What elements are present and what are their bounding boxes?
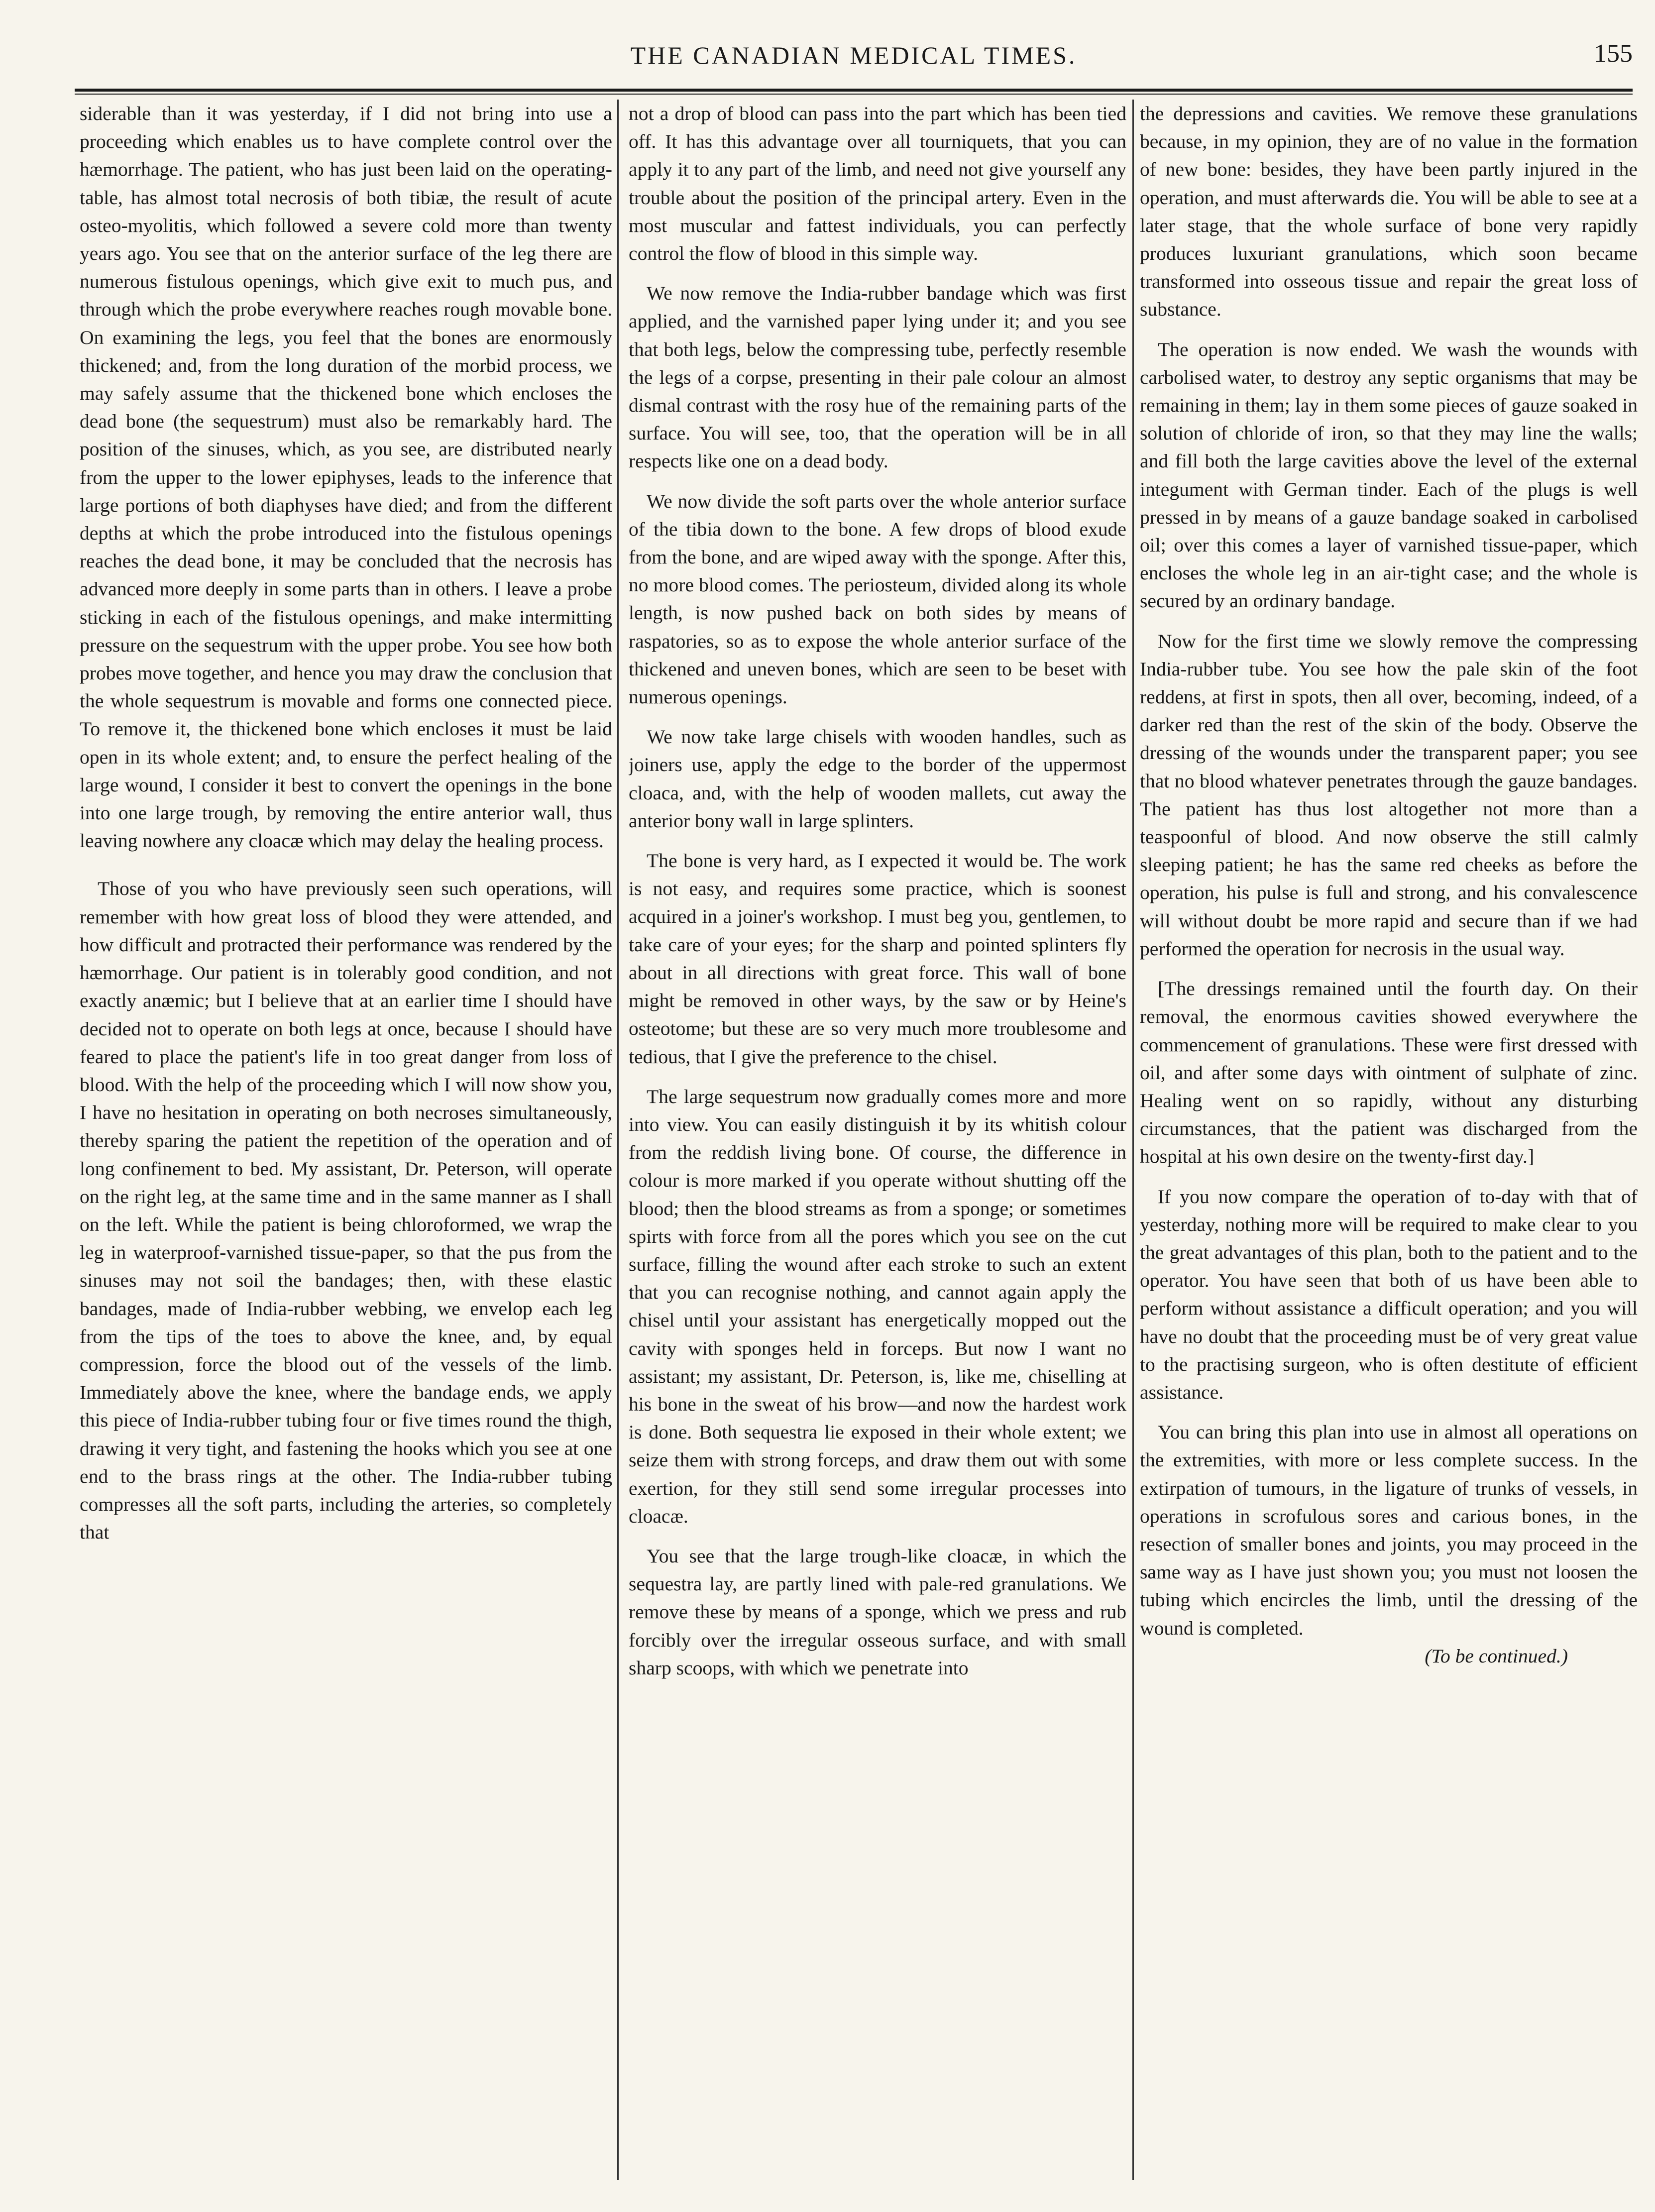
page-number: 155: [1594, 39, 1633, 68]
paragraph: We now remove the India-rubber bandage which was first applied, and the varnished paper lying under it; and you see that both legs, below the compressing tube, perfectly resemble the legs of a corpse, presenting in their pale colour an almost dismal contrast with the rosy hue of the remaining parts of the surface. You will see, too, that the operation will be in all respects like one on a dead body.: [629, 282, 1126, 472]
paragraph: the depressions and cavities. We remove these granulations because, in my opinion, they are of no value in the formation of new bone: besides, they have been partly injured in the operation, and must afterwards die. You will be able to see at a later stage, that the whole surface of bone very rapidly produces luxuriant granulations, which soon became transformed into osseous tissue and repair the great loss of substance.: [1140, 103, 1638, 321]
editorial-note: [The dressings remained until the fourth day. On their removal, the enormous cavities showed everywhere the commencement of granulations. These were first dressed with oil, and after some days with ointment of sulphate of zinc. Healing went on so rapidly, without any disturbing circumstances, that the patient was discharged from the hospital at his own desire on the twenty-first day.]: [1140, 978, 1638, 1168]
page-header: [75, 30, 1633, 85]
paragraph: The operation is now ended. We wash the wounds with carbolised water, to destroy any septic organisms that may be remaining in them; lay in them some pieces of gauze soaked in solution of chloride of iron, so that they may line the walls; and fill both the large cavities above the level of the external integument with German tinder. Each of the plugs is well pressed in by means of a gauze bandage soaked in carbolised oil; over this comes a layer of varnished tissue-paper, which encloses the whole leg in an air-tight case; and the whole is secured by an ordinary bandage.: [1140, 338, 1638, 612]
paragraph: If you now compare the operation of to-day with that of yesterday, nothing more will be required to make clear to you the great advantages of this plan, both to the patient and to the operator. You have seen that both of us have been able to perform without assistance a difficult operation; and you will have no doubt that the proceeding must be of very great value to the practising surgeon, who is often destitute of efficient assistance.: [1140, 1185, 1638, 1403]
paragraph: You can bring this plan into use in almost all operations on the extremities, with more or less complete success. In the extirpation of tumours, in the ligature of trunks of vessels, in operations in scrofulous sores and carious bones, in the resection of smaller bones and joints, you may proceed in the same way as I have just shown you; you must not loosen the tubing which encircles the limb, until the dressing of the wound is completed.: [1140, 1421, 1638, 1639]
column-divider: [1132, 100, 1134, 2180]
paragraph: Those of you who have previously seen such operations, will remember with how great loss of blood they were attended, and how difficult and protracted their performance was rendered by the hæmorrhage. Our patient is in tolerably good condition, and not exactly anæmic; but I believe that at an earlier time I should have decided not to operate on both legs at once, because I should have feared to place the patient's life in too great danger from loss of blood. With the help of the proceeding which I will now show you, I have no hesitation in operating on both necroses simultaneously, thereby sparing the patient the repetition of the operation and of long confinement to bed. My assistant, Dr. Peterson, will operate on the right leg, at the same time and in the same manner as I shall on the left. While the patient is being chloroformed, we wrap the leg in waterproof-varnished tissue-paper, so that the pus from the sinuses may not soil the bandages; then, with these elastic bandages, made of India-rubber webbing, we envelop each leg from the tips of the toes to above the knee, and, by equal compression, force the blood out of the vessels of the limb. Immediately above the knee, where the bandage ends, we apply this piece of India-rubber tubing four or five times round the thigh, drawing it very tight, and fastening the hooks which you see at one end to the brass rings at the other. The India-rubber tubing compresses all the soft parts, including the arteries, so completely that: [80, 878, 612, 1544]
column-1: [80, 100, 612, 2180]
continued-note: (To be continued.): [1425, 1645, 1568, 1667]
journal-title: THE CANADIAN MEDICAL TIMES.: [630, 41, 1077, 69]
column-divider: [617, 100, 619, 2180]
header-rule-thin: [75, 94, 1633, 95]
paragraph: siderable than it was yesterday, if I did not bring into use a proceeding which enables us to have complete control over the hæmorrhage. The patient, who has just been laid on the operating-table, has almost total necrosis of both tibiæ, the result of acute osteo-myolitis, which followed a severe cold more than twenty years ago. You see that on the anterior surface of the leg there are numerous fistulous openings, which give exit to much pus, and through which the probe everywhere reaches rough movable bone. On examining the legs, you feel that the bones are enormously thickened; and, from the long duration of the morbid process, we may safely assume that the thickened bone which encloses the dead bone (the sequestrum) must also be remarkably hard. The position of the sinuses, which, as you see, are distributed nearly from the upper to the lower epiphyses, leads to the inference that large portions of both diaphyses have died; and from the different depths at which the probe introduced into the fistulous openings reaches the dead bone, it may be concluded that the necrosis has advanced more deeply in some parts than in others. I leave a probe sticking in each of the fistulous openings, and make intermitting pressure on the sequestrum with the upper probe. You see how both probes move together, and hence you may draw the conclusion that the whole sequestrum is movable and forms one connected piece. To remove it, the thickened bone which encloses it must be laid open in its whole extent; and, to ensure the perfect healing of the large wound, I consider it best to convert the openings in the bone into one large trough, by removing the entire anterior wall, thus leaving nowhere any cloacæ which may delay the healing process.: [80, 103, 612, 852]
paragraph: We now divide the soft parts over the whole anterior surface of the tibia down to the bone. A few drops of blood exude from the bone, and are wiped away with the sponge. After this, no more blood comes. The periosteum, divided along its whole length, is now pushed back on both sides by means of raspatories, so as to expose the whole anterior surface of the thickened and uneven bones, which are seen to be beset with numerous openings.: [629, 490, 1126, 708]
paragraph: not a drop of blood can pass into the part which has been tied off. It has this advantage over all tourniquets, that you can apply it to any part of the limb, and need not give yourself any trouble about the position of the principal artery. Even in the most muscular and fattest individuals, you can perfectly control the flow of blood in this simple way.: [629, 103, 1126, 265]
column-2: [629, 100, 1126, 2180]
paragraph: We now take large chisels with wooden handles, such as joiners use, apply the edge to the border of the uppermost cloaca, and, with the help of wooden mallets, cut away the anterior bony wall in large splinters.: [629, 726, 1126, 832]
header-rule: [75, 89, 1633, 92]
column-3: [1140, 100, 1638, 2180]
paragraph: Now for the first time we slowly remove the compressing India-rubber tube. You see how the pale skin of the foot reddens, at first in spots, then all over, becoming, indeed, of a darker red than the rest of the skin of the body. Observe the dressing of the wounds under the transparent paper; you see that no blood whatever penetrates through the gauze bandages. The patient has thus lost altogether not more than a teaspoonful of blood. And now observe the still calmly sleeping patient; he has the same red cheeks as before the operation, his pulse is full and strong, and his convalescence will without doubt be more rapid and secure than if we had performed the operation for necrosis in the usual way.: [1140, 630, 1638, 960]
paragraph: The large sequestrum now gradually comes more and more into view. You can easily distinguish it by its whitish colour from the reddish living bone. Of course, the difference in colour is more marked if you operate without shutting off the blood; then the blood streams as from a sponge; or sometimes spirts with force from all the pores which you see on the cut surface, filling the wound after each stroke to such an extent that you can recognise nothing, and cannot again apply the chisel until your assistant has energetically mopped out the cavity with sponges held in forceps. But now I want no assistant; my assistant, Dr. Peterson, is, like me, chiselling at his bone in the sweat of his brow—and now the hardest work is done. Both sequestra lie exposed in their whole extent; we seize them with strong forceps, and draw them out with some exertion, for they still send some irregular processes into cloacæ.: [629, 1085, 1126, 1527]
paragraph: You see that the large trough-like cloacæ, in which the sequestra lay, are partly lined with pale-red granulations. We remove these by means of a sponge, which we press and rub forcibly over the irregular osseous surface, and with small sharp scoops, with which we penetrate into: [629, 1545, 1126, 1679]
paragraph: The bone is very hard, as I expected it would be. The work is not easy, and requires some practice, which is soonest acquired in a joiner's workshop. I must beg you, gentlemen, to take care of your eyes; for the sharp and pointed splinters fly about in all directions with great force. This wall of bone might be removed in other ways, by the saw or by Heine's osteotome; but these are so very much more troublesome and tedious, that I give the preference to the chisel.: [629, 850, 1126, 1068]
